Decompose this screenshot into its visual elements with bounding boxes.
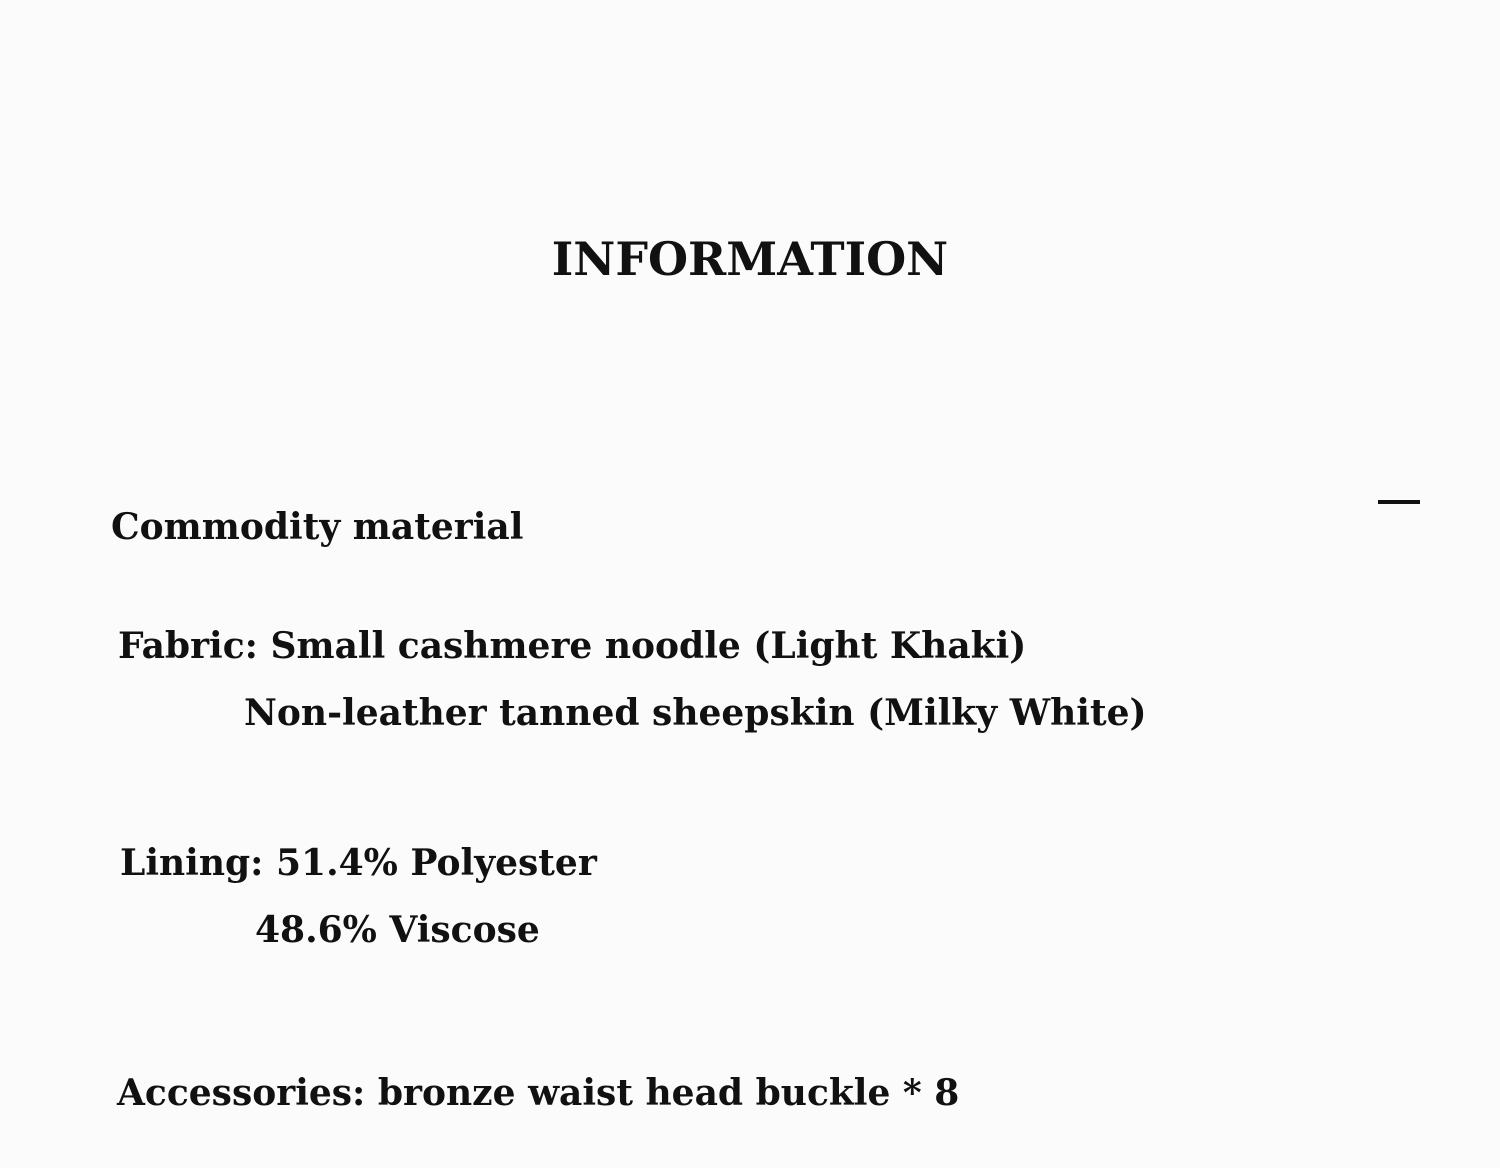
fabric-line-1: Fabric: Small cashmere noodle (Light Khaki) (118, 625, 1027, 667)
lining-line-2: 48.6% Viscose (255, 909, 540, 951)
page-title: INFORMATION (551, 232, 949, 286)
accessories-line: Accessories: bronze waist head buckle * 8 (117, 1072, 960, 1114)
fabric-line-2: Non-leather tanned sheepskin (Milky White) (244, 692, 1147, 734)
lining-line-1: Lining: 51.4% Polyester (120, 842, 597, 884)
section-heading: Commodity material (111, 506, 524, 548)
minus-icon[interactable] (1378, 500, 1420, 504)
